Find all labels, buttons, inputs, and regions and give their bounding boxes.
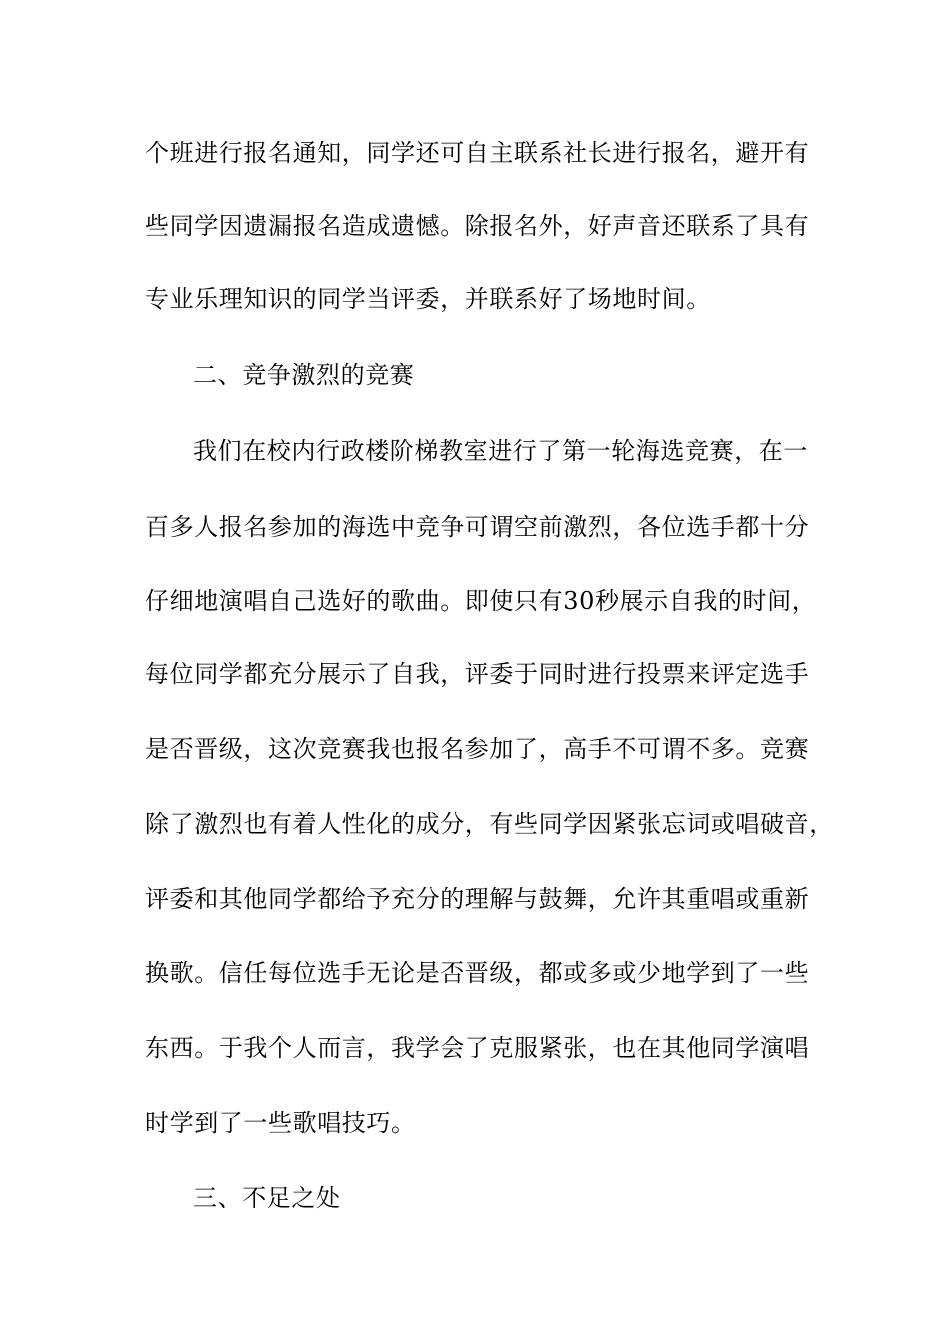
paragraph-line: 是否晋级，这次竞赛我也报名参加了，高手不可谓不多。竞赛 bbox=[145, 735, 810, 763]
paragraph-line: 换歌。信任每位选手无论是否晋级，都或多或少地学到了一些 bbox=[145, 959, 810, 987]
paragraph-line: 百多人报名参加的海选中竞争可谓空前激烈，各位选手都十分 bbox=[145, 513, 810, 541]
section-heading: 二、竞争激烈的竞赛 bbox=[193, 361, 415, 389]
paragraph-line: 专业乐理知识的同学当评委，并联系好了场地时间。 bbox=[145, 285, 711, 313]
paragraph-line: 除了激烈也有着人性化的成分，有些同学因紧张忘词或唱破音， bbox=[145, 810, 834, 838]
paragraph-line: 每位同学都充分展示了自我，评委于同时进行投票来评定选手 bbox=[145, 660, 810, 688]
paragraph-line: 时学到了一些歌唱技巧。 bbox=[145, 1109, 416, 1137]
section-heading: 三、不足之处 bbox=[193, 1184, 341, 1212]
paragraph-line: 我们在校内行政楼阶梯教室进行了第一轮海选竞赛，在一 bbox=[193, 437, 808, 465]
paragraph-line: 个班进行报名通知，同学还可自主联系社长进行报名，避开有 bbox=[145, 139, 810, 167]
paragraph-line: 评委和其他同学都给予充分的理解与鼓舞，允许其重唱或重新 bbox=[145, 885, 810, 913]
paragraph-line: 些同学因遗漏报名造成遗憾。除报名外，好声音还联系了具有 bbox=[145, 212, 810, 240]
paragraph-line: 仔细地演唱自己选好的歌曲。即使只有30秒展示自我的时间， bbox=[145, 587, 817, 615]
paragraph-line: 东西。于我个人而言，我学会了克服紧张，也在其他同学演唱 bbox=[145, 1034, 810, 1062]
